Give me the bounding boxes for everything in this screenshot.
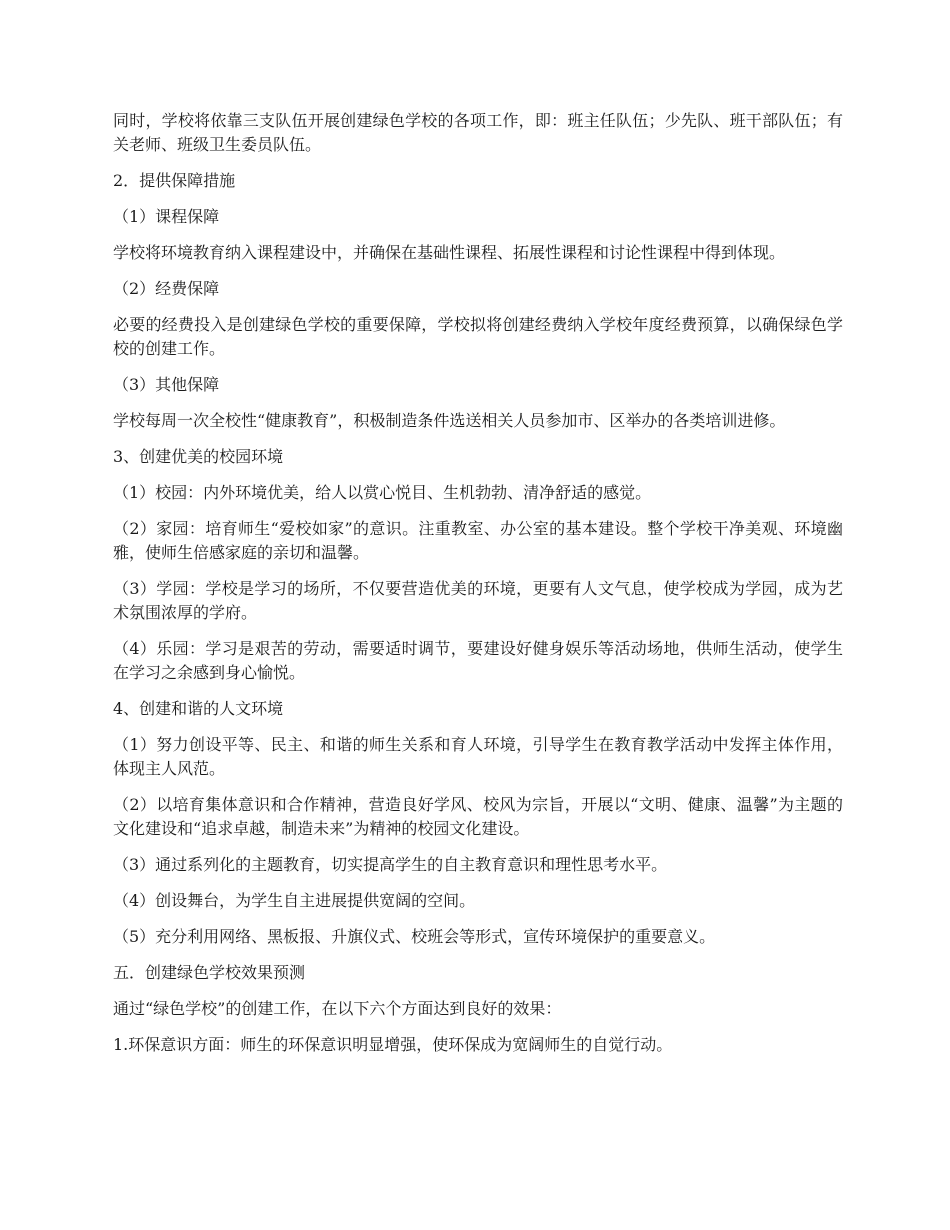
- document-page: [113, 109, 843, 1069]
- paragraph-course-guarantee: 学校将环境教育纳入课程建设中，并确保在基础性课程、拓展性课程和讨论性课程中得到体现。: [113, 243, 786, 262]
- heading-guarantee-measures: 2．提供保障措施: [113, 171, 236, 190]
- paragraph-other-guarantee: 学校每周一次全校性“健康教育”，积极制造条件选送相关人员参加市、区举办的各类培训进修。: [113, 411, 786, 430]
- list-item-relationship: （1）努力创设平等、民主、和谐的师生关系和育人环境，引导学生在教育教学活动中发挥主体作用，体现主人风范。: [113, 735, 843, 778]
- paragraph-effect-intro: 通过“绿色学校”的创建工作，在以下六个方面达到良好的效果：: [113, 999, 562, 1018]
- list-item-awareness: 1.环保意识方面：师生的环保意识明显增强，使环保成为宽阔师生的自觉行动。: [113, 1035, 673, 1054]
- paragraph-funding-guarantee: 必要的经费投入是创建绿色学校的重要保障，学校拟将创建经费纳入学校年度经费预算，以确保绿色学校的创建工作。: [113, 315, 843, 358]
- list-item-campus: （1）校园：内外环境优美，给人以赏心悦目、生机勃勃、清净舒适的感觉。: [113, 483, 652, 502]
- subheading-funding-guarantee: （2）经费保障: [113, 279, 220, 298]
- list-item-culture: （2）以培育集体意识和合作精神，营造良好学风、校风为宗旨，开展以“文明、健康、温馨”为主题的文化建设和“追求卓越，制造未来”为精神的校园文化建设。: [113, 795, 843, 838]
- list-item-school-garden: （3）学园：学校是学习的场所，不仅要营造优美的环境，更要有人文气息，使学校成为学园，成为艺术氛围浓厚的学府。: [113, 579, 843, 622]
- paragraph-team: 同时，学校将依靠三支队伍开展创建绿色学校的各项工作，即：班主任队伍；少先队、班干部队伍；有关老师、班级卫生委员队伍。: [113, 111, 843, 154]
- list-item-stage: （4）创设舞台，为学生自主进展提供宽阔的空间。: [113, 891, 476, 910]
- list-item-home: （2）家园：培育师生“爱校如家”的意识。注重教室、办公室的基本建设。整个学校干净美观、环境幽雅，使师生倍感家庭的亲切和温馨。: [113, 519, 843, 562]
- subheading-course-guarantee: （1）课程保障: [113, 207, 220, 226]
- list-item-publicity: （5）充分利用网络、黑板报、升旗仪式、校班会等形式，宣传环境保护的重要意义。: [113, 927, 716, 946]
- subheading-other-guarantee: （3）其他保障: [113, 375, 220, 394]
- list-item-paradise: （4）乐园：学习是艰苦的劳动，需要适时调节，要建设好健身娱乐等活动场地，供师生活动，使学生在学习之余感到身心愉悦。: [113, 639, 843, 682]
- heading-effect-forecast: 五．创建绿色学校效果预测: [113, 963, 306, 982]
- list-item-theme-education: （3）通过系列化的主题教育，切实提高学生的自主教育意识和理性思考水平。: [113, 855, 668, 874]
- heading-campus-environment: 3、创建优美的校园环境: [113, 447, 284, 466]
- heading-humanistic-environment: 4、创建和谐的人文环境: [113, 699, 284, 718]
